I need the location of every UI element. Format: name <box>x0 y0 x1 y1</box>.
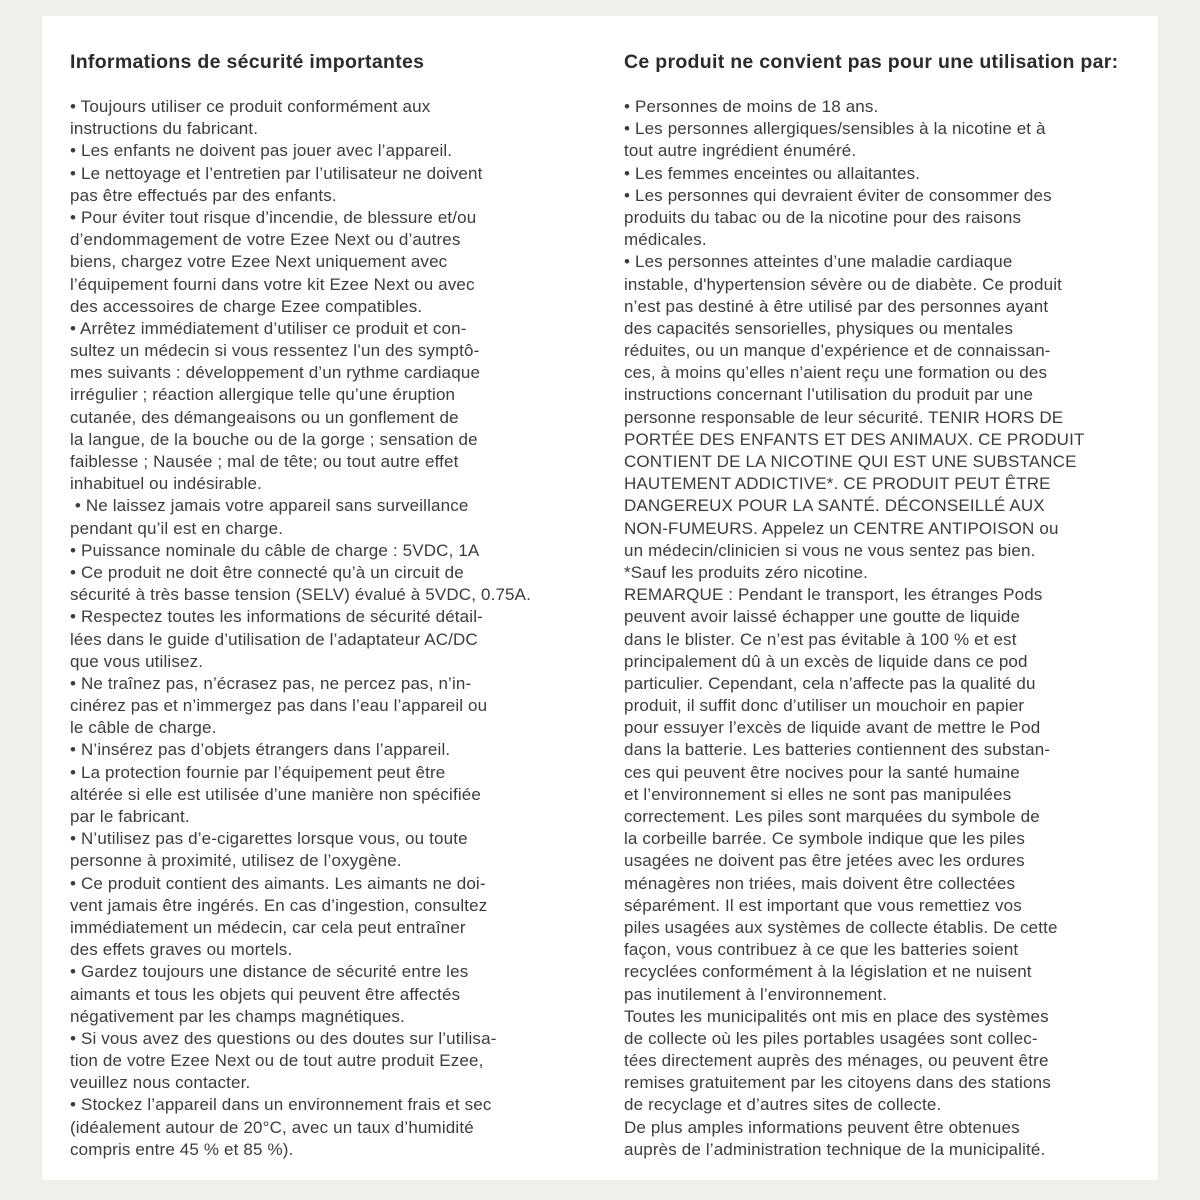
text-line: façon, vous contribuez à ce que les batteries soient <box>624 940 1019 960</box>
text-line: *Sauf les produits zéro nicotine. <box>624 562 869 582</box>
text-line: inhabituel ou indésirable. <box>70 474 262 494</box>
usage-restrictions-heading: Ce produit ne convient pas pour une utilisation par: <box>624 51 1119 73</box>
text-line: • Les personnes qui devraient éviter de consommer des <box>624 185 1052 205</box>
text-line: altérée si elle est utilisée d’une manière non spécifiée <box>70 784 481 804</box>
text-line: • Ne traînez pas, n’écrasez pas, ne percez pas, n’in- <box>70 673 472 693</box>
text-line: principalement dû à un excès de liquide dans ce pod <box>624 651 1028 671</box>
text-line: aimants et tous les objets qui peuvent être affectés <box>70 984 461 1004</box>
text-line: négativement par les champs magnétiques. <box>70 1006 405 1026</box>
text-line: HAUTEMENT ADDICTIVE*. CE PRODUIT PEUT ÊTRE <box>624 474 1051 494</box>
document-page <box>42 16 1158 1180</box>
text-line: peuvent avoir laissé échapper une goutte de liquide <box>624 607 1021 627</box>
text-line: faiblesse ; Nausée ; mal de tête; ou tout autre effet <box>70 452 459 471</box>
text-line: ces qui peuvent être nocives pour la santé humaine <box>624 762 1020 782</box>
safety-info-body <box>70 96 615 1161</box>
text-line: d’endommagement de votre Ezee Next ou d’autres <box>70 230 461 250</box>
text-line: veuillez nous contacter. <box>70 1073 251 1093</box>
text-line: cinérez pas et n’immergez pas dans l’eau l’appareil ou <box>70 696 488 716</box>
text-line: par le fabricant. <box>70 807 190 826</box>
text-line: dans la batterie. Les batteries contiennent des substan- <box>624 740 1051 760</box>
text-line: • Stockez l’appareil dans un environnement frais et sec <box>70 1095 492 1115</box>
text-line: irrégulier ; réaction allergique telle qu’une éruption <box>70 385 456 405</box>
text-line: tées directement auprès des ménages, ou peuvent être <box>624 1051 1049 1071</box>
text-line: • Ce produit ne doit être connecté qu’à un circuit de <box>70 562 464 582</box>
text-line: vent jamais être ingérés. En cas d’ingestion, consultez <box>70 895 488 915</box>
text-line: • Ne laissez jamais votre appareil sans surveillance <box>70 496 469 516</box>
usage-restrictions-column <box>624 50 1149 1161</box>
text-line: remises gratuitement par les citoyens dans des stations <box>624 1073 1051 1093</box>
text-line: produits du tabac ou de la nicotine pour des raisons <box>624 207 1022 227</box>
text-line: un médecin/clinicien si vous ne vous sentez pas bien. <box>624 540 1036 560</box>
text-line: • N’insérez pas d’objets étrangers dans l’appareil. <box>70 740 451 760</box>
text-line: • Respectez toutes les informations de sécurité détail- <box>70 607 483 627</box>
text-line: sécurité à très basse tension (SELV) évalué à 5VDC, 0.75A. <box>70 585 532 605</box>
text-line: instructions du fabricant. <box>70 119 259 139</box>
text-line: le câble de charge. <box>70 718 217 738</box>
text-line: • Toujours utiliser ce produit conformément aux <box>70 97 431 116</box>
text-line: • Les personnes atteintes d’une maladie cardiaque <box>624 252 1013 272</box>
text-line: Toutes les municipalités ont mis en place des systèmes <box>624 1006 1049 1026</box>
text-line: personne responsable de leur sécurité. TENIR HORS DE <box>624 407 1064 427</box>
text-line: • Puissance nominale du câble de charge : 5VDC, 1A <box>70 540 480 560</box>
text-line: des capacités sensorielles, physiques ou mentales <box>624 318 1014 338</box>
text-line: DANGEREUX POUR LA SANTÉ. DÉCONSEILLÉ AUX <box>624 496 1045 516</box>
text-line: pour essuyer l’excès de liquide avant de mettre le Pod <box>624 718 1041 738</box>
text-line: piles usagées aux systèmes de collecte établis. De cette <box>624 917 1058 937</box>
text-line: instructions concernant l’utilisation du produit par une <box>624 385 1034 405</box>
usage-restrictions-body <box>624 96 1149 1161</box>
text-line: CONTIENT DE LA NICOTINE QUI EST UNE SUBSTANCE <box>624 452 1077 471</box>
text-line: • Les enfants ne doivent pas jouer avec l’appareil. <box>70 141 453 161</box>
text-line: REMARQUE : Pendant le transport, les étranges Pods <box>624 585 1043 605</box>
text-line: lées dans le guide d’utilisation de l’adaptateur AC/DC <box>70 629 478 649</box>
text-line: n’est pas destiné à être utilisé par des personnes ayant <box>624 296 1049 316</box>
text-line: compris entre 45 % et 85 %). <box>70 1139 294 1159</box>
text-line: réduites, ou un manque d’expérience et de connaissan- <box>624 341 1051 361</box>
text-line: recyclées conformément à la législation et ne nuisent <box>624 962 1032 982</box>
text-line: que vous utilisez. <box>70 651 204 671</box>
text-line: • Ce produit contient des aimants. Les aimants ne doi- <box>70 873 486 893</box>
text-line: • N’utilisez pas d’e-cigarettes lorsque vous, ou toute <box>70 829 468 849</box>
text-line: mes suivants : développement d’un rythme cardiaque <box>70 363 481 383</box>
text-line: cutanée, des démangeaisons ou un gonflement de <box>70 407 459 427</box>
text-line: dans le blister. Ce n’est pas évitable à 100 % et est <box>624 629 1017 649</box>
text-line: personne à proximité, utilisez de l’oxygène. <box>70 851 402 871</box>
text-line: de recyclage et d’autres sites de collecte. <box>624 1095 942 1115</box>
text-line: pendant qu’il est en charge. <box>70 518 284 538</box>
text-line: l’équipement fourni dans votre kit Ezee Next ou avec <box>70 274 475 294</box>
text-line: instable, d'hypertension sévère ou de diabète. Ce produit <box>624 274 1063 294</box>
text-line: NON-FUMEURS. Appelez un CENTRE ANTIPOISON ou <box>624 518 1059 538</box>
text-line: séparément. Il est important que vous remettiez vos <box>624 895 1022 915</box>
text-line: médicales. <box>624 230 707 250</box>
text-line: auprès de l’administration technique de la municipalité. <box>624 1139 1046 1159</box>
safety-info-heading: Informations de sécurité importantes <box>70 51 425 73</box>
text-line: la corbeille barrée. Ce symbole indique que les piles <box>624 829 1026 849</box>
text-line: de collecte où les piles portables usagées sont collec- <box>624 1028 1038 1048</box>
text-line: tout autre ingrédient énuméré. <box>624 141 857 161</box>
text-line: tion de votre Ezee Next ou de tout autre produit Ezee, <box>70 1051 484 1071</box>
text-line: • Le nettoyage et l’entretien par l’utilisateur ne doivent <box>70 163 483 183</box>
text-line: et l’environnement si elles ne sont pas manipulées <box>624 784 1012 804</box>
text-line: des effets graves ou mortels. <box>70 940 293 960</box>
text-line: • Arrêtez immédiatement d’utiliser ce produit et con- <box>70 318 467 338</box>
text-line: ménagères non triées, mais doivent être collectées <box>624 873 1016 893</box>
text-line: • Personnes de moins de 18 ans. <box>624 97 879 116</box>
text-line: des accessoires de charge Ezee compatibles. <box>70 296 423 316</box>
text-line: • Les personnes allergiques/sensibles à la nicotine et à <box>624 119 1046 139</box>
text-line: PORTÉE DES ENFANTS ET DES ANIMAUX. CE PRODUIT <box>624 429 1085 449</box>
text-line: ces, à moins qu’elles n’aient reçu une formation ou des <box>624 363 1048 383</box>
safety-info-column <box>70 50 615 1161</box>
text-line: • Gardez toujours une distance de sécurité entre les <box>70 962 469 982</box>
text-line: particulier. Cependant, cela n’affecte pas la qualité du <box>624 673 1036 693</box>
text-line: pas inutilement à l’environnement. <box>624 984 888 1004</box>
text-line: • Si vous avez des questions ou des doutes sur l’utilisa- <box>70 1028 497 1048</box>
text-line: • Les femmes enceintes ou allaitantes. <box>624 163 921 183</box>
text-line: sultez un médecin si vous ressentez l’un des symptô- <box>70 341 480 361</box>
text-line: la langue, de la bouche ou de la gorge ; sensation de <box>70 429 478 449</box>
text-line: (idéalement autour de 20°C, avec un taux d’humidité <box>70 1117 474 1137</box>
text-line: produit, il suffit donc d’utiliser un mouchoir en papier <box>624 696 1025 716</box>
text-line: De plus amples informations peuvent être obtenues <box>624 1117 1020 1137</box>
text-line: • Pour éviter tout risque d’incendie, de blessure et/ou <box>70 207 477 227</box>
text-line: pas être effectués par des enfants. <box>70 185 337 205</box>
text-line: immédiatement un médecin, car cela peut entraîner <box>70 917 466 937</box>
text-line: usagées ne doivent pas être jetées avec les ordures <box>624 851 1025 871</box>
text-line: correctement. Les piles sont marquées du symbole de <box>624 807 1040 826</box>
text-line: • La protection fournie par l’équipement peut être <box>70 762 446 782</box>
text-line: biens, chargez votre Ezee Next uniquement avec <box>70 252 448 272</box>
